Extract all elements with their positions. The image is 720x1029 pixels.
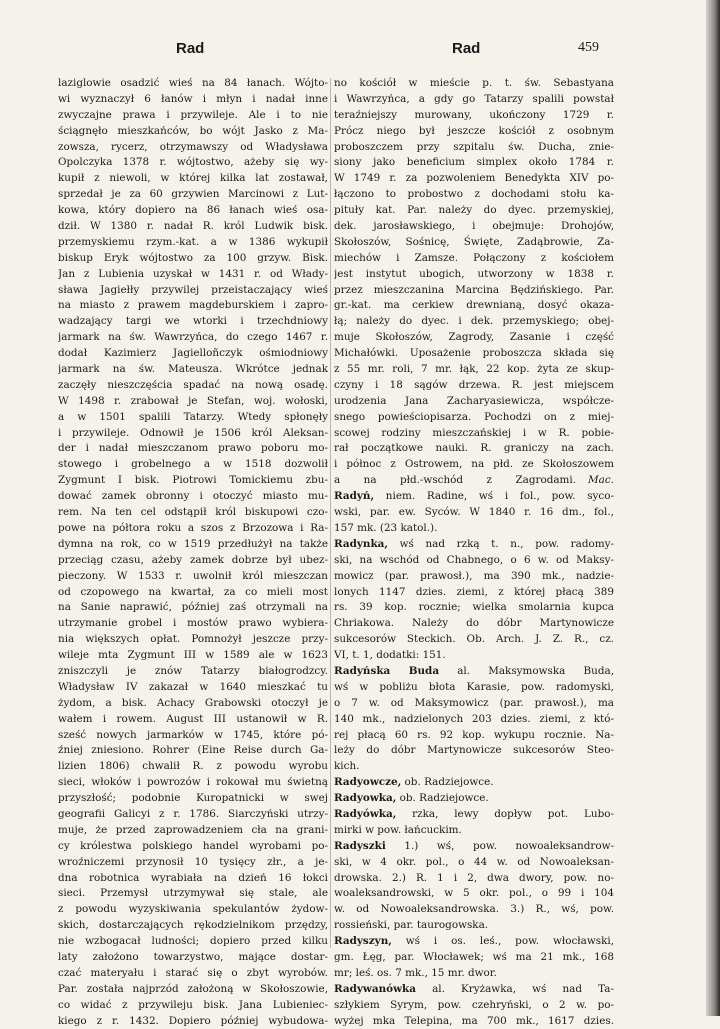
entry-headword: Radyowka, [334, 792, 397, 805]
text-line [334, 600, 614, 616]
line-text: al. Kryżawka, wś nad Ta- [415, 982, 614, 995]
text-line [334, 680, 614, 696]
line-text: kich. [334, 760, 360, 773]
text-line [334, 283, 614, 299]
text-line: zaczęły nieszczęścia spadać na nową osadę. [58, 378, 328, 391]
text-line: przemyskiemu rzym.-kat. a w 1386 wykupił [58, 235, 328, 248]
line-text: miechów i Zamsze. Połączony z kościołem [334, 251, 614, 264]
page-number: 459 [578, 40, 599, 55]
text-line [334, 871, 614, 887]
text-line [334, 616, 614, 632]
line-text: Skołoszów, Sośnicę, Święte, Zadąbrowie, Za- [334, 235, 614, 248]
text-line [334, 632, 614, 648]
line-text: mr; leś. os. 7 mk., 15 mr. dwor. [334, 966, 497, 979]
text-line [334, 346, 614, 362]
line-text: Chriakowa. Należy do dóbr Martynowicze [334, 617, 614, 630]
text-line [334, 521, 614, 537]
text-line: sześć nowych jarmarków w 1745, które pó- [58, 728, 328, 741]
text-line: na Sanie naprawić, później zaś otrzymali na [58, 601, 328, 614]
line-text: gr.-kat. ma cerkiew drewnianą, dosyć okaza- [334, 299, 614, 312]
text-line [334, 712, 614, 728]
text-line: W 1498 r. zrabował je Stefan, woj. wołoski, [58, 394, 328, 407]
text-line: dna robotnica wyrabiała na dzień 16 łokci [58, 871, 328, 884]
line-text: i Wawrzyńca, a gdy go Tatarzy spalili powstał [334, 92, 614, 105]
text-line: czać materyału i starać się o zbyt wyrobów. [58, 966, 328, 979]
entry-line [334, 982, 614, 998]
text-line: rem. Na ten cel odstąpił król biskupowi czo- [58, 506, 328, 519]
line-text: VI, t. 1, dodatki: 151. [334, 649, 446, 662]
text-line [334, 298, 614, 314]
text-line [334, 855, 614, 871]
line-text: wś w pobliżu błota Karasie, pow. radomyski, [334, 680, 614, 693]
text-line: stowego i grobelnego a w 1518 dozwolił [58, 458, 328, 471]
text-line: cy królestwa polskiego handel wyrobami po- [58, 839, 328, 852]
line-text: wski, par. ew. Syców. W 1840 r. 16 dm., fol., [334, 506, 614, 519]
text-line: utrzymanie grobel i mostów prawo wybiera- [58, 617, 328, 630]
header-left-word: Rad [176, 40, 205, 57]
text-line [334, 918, 614, 934]
line-text: gm. Łęg, par. Włocławek; wś ma 21 mk., 168 [334, 950, 614, 963]
line-text: z 55 mr. roli, 7 mr. łąk, 22 kop. żyta ze skup- [334, 363, 614, 376]
line-text: rzka, lewy dopływ pot. Lubo- [396, 807, 614, 820]
text-line [334, 394, 614, 410]
text-line: kupił z niewoli, w której kilka lat zostawał, [58, 172, 328, 185]
line-text: al. Maksymowska Buda, [439, 664, 614, 677]
line-text: sukcesorów Steckich. Ob. Arch. J. Z. R., cz. [334, 633, 614, 646]
text-line [334, 743, 614, 759]
text-line [334, 728, 614, 744]
entry-headword: Radyń, [334, 490, 375, 503]
line-text: Michałówki. Uposażenie proboszcza składa się [334, 347, 614, 360]
text-line [334, 585, 614, 601]
line-text: wyżej mka Telepina, ma 700 mk., 1617 dzies. [334, 1014, 614, 1027]
text-line [334, 314, 614, 330]
line-text: 140 mk., nadzielonych 203 dzies. ziemi, z któ- [334, 712, 614, 725]
text-line: i przywileje. Odnowił je 1506 król Aleksan- [58, 426, 328, 439]
text-line [334, 108, 614, 124]
text-line: powe na półtora roku a szos z Brzozowa i Ra- [58, 521, 328, 534]
text-line [334, 155, 614, 171]
entry-line [334, 839, 614, 855]
text-line: skich, dostarczających rękodzielnikom przędzy, [58, 919, 328, 932]
text-line [334, 362, 614, 378]
line-text: urodzenia Jana Zacharyasiewicza, współcze- [334, 394, 614, 407]
line-text: lonych 1147 dzies. ziemi, z której płacą 389 [334, 585, 614, 598]
text-line: dować zamek obronny i otoczyć miasto mu- [58, 490, 328, 503]
line-text: siony jako beneficium simplex około 1784 r. [334, 156, 614, 169]
line-text: drowska. 2.) R. 1 i 2, dwa dwory, pow. no- [334, 871, 614, 884]
text-line [334, 569, 614, 585]
text-line [334, 441, 614, 457]
text-line [334, 473, 614, 489]
line-text: ski, na wschód od Chabnego, o 6 w. od Maksy- [334, 553, 614, 566]
text-line: biskup Eryk wójtostwo za 100 grzyw. Bisk. [58, 251, 328, 264]
text-line: pieczony. W 1533 r. uwolnił król mieszczan [58, 569, 328, 582]
line-text: wś nad rzką t. n., pow. radomy- [388, 537, 614, 550]
entry-line [334, 489, 614, 505]
line-text: łączono to probostwo z dochodami stołu ka- [334, 188, 614, 201]
line-text: ob. Radziejowce. [401, 776, 494, 789]
book-spine-shadow [706, 0, 720, 1016]
text-line: na miasto z prawem magdeburskiem i zapro- [58, 299, 328, 312]
line-text: szłykiem Syrym, pow. czehryński, o 2 w. po- [334, 998, 614, 1011]
text-line [334, 823, 614, 839]
text-line: zniszczyli je znów Tatarzy białogrodzcy. [58, 664, 328, 677]
text-line [334, 267, 614, 283]
text-line [334, 203, 614, 219]
entry-headword: Radyszki [334, 839, 386, 852]
text-line [334, 251, 614, 267]
line-text: woaleksandrowski, w 5 okr. pol., o 99 i 104 [334, 887, 614, 900]
line-text: w. od Nowoaleksandrowska. 3.) R., wś, pow. [334, 903, 614, 916]
text-line: kowa, który dopiero na 86 łanach wieś osa- [58, 204, 328, 217]
line-text: 157 mk. (23 katol.). [334, 521, 438, 534]
entry-line [334, 807, 614, 823]
running-header [0, 40, 720, 60]
entry-line [334, 664, 614, 680]
text-line [334, 505, 614, 521]
line-text: teraźniejszy murowany, ukończony 1729 r. [334, 108, 614, 121]
text-line: sprzedał je za 60 grzywien Marcinowi z Lut- [58, 188, 328, 201]
text-line: der i nadał mieszczanom prawo poboru mo- [58, 442, 328, 455]
text-line [334, 330, 614, 346]
left-column [58, 76, 328, 1029]
text-line [334, 171, 614, 187]
text-line [334, 966, 614, 982]
text-line: co widać z przywileju bisk. Jana Lubieniec- [58, 998, 328, 1011]
line-text: przez mieszczanina Marcina Będzińskiego. Par. [334, 283, 614, 296]
line-text: mowicz (par. prawosł.), ma 390 mk., nadzie- [334, 569, 614, 582]
line-text: a na płd.-wschód z Zagrodami. [334, 474, 577, 487]
text-line: Władysław IV zakazał w 1640 mieszkać tu [58, 680, 328, 693]
text-line: od czopowego na kwartał, za co mieli most [58, 585, 328, 598]
text-line: sieci. Przemysł utrzymywał się stale, ale [58, 887, 328, 900]
text-line: zowsza, rycerz, otrzymawszy od Władysława [58, 140, 328, 153]
line-text: mirki w pow. łańcuckim. [334, 823, 462, 836]
text-line: Jan z Lubienia uzyskał w 1431 r. od Włady- [58, 267, 328, 280]
text-line: kiego z r. 1432. Dopiero później wybudowa- [58, 1014, 328, 1027]
line-text: pituły kat. Par. należy do dyec. przemyskiej, [334, 204, 614, 217]
entry-headword: Radyszyn, [334, 935, 392, 948]
text-line: źniej zniesiono. Rohrer (Eine Reise durch Ga- [58, 744, 328, 757]
line-text: łą; należy do dyec. i dek. przemyskiego; obej- [334, 315, 614, 328]
text-line [334, 187, 614, 203]
text-line [334, 92, 614, 108]
text-line: wroźniczemi przynosił 10 tysięcy złr., a je- [58, 855, 328, 868]
line-text: dek. jarosławskiego, i obejmuje: Drohojów, [334, 220, 614, 233]
text-line: a w 1501 spalili Tatarzy. Wtedy spłonęły [58, 410, 328, 423]
text-line [334, 457, 614, 473]
line-text: czyny i 18 sągów drzewa. R. jest miejscem [334, 378, 614, 391]
text-line: laziglowie osadzić wieś na 84 łanach. Wójto- [58, 77, 328, 89]
entry-headword: Radywanówka [334, 982, 416, 995]
line-text: W 1749 r. za pozwoleniem Benedykta XIV po- [334, 172, 614, 185]
entry-headword: Radyówka, [334, 807, 397, 820]
header-middle-word: Rad [452, 40, 481, 57]
entry-headword: Radyowcze, [334, 776, 402, 789]
text-line: laty założono towarzystwo, mające dostar- [58, 950, 328, 963]
entry-headword: Radyńska Buda [334, 664, 440, 677]
line-text: o 7 w. od Maksymowicz (par. prawosł.), ma [334, 696, 614, 709]
text-line: z powodu wyzyskiwania spekulantów żydow- [58, 903, 328, 916]
text-line: nia większych opłat. Pomnożył jeszcze przy- [58, 633, 328, 646]
text-line: wałem i rowem. August III ustanowił w R. [58, 712, 328, 725]
entry-line [334, 537, 614, 553]
text-line [334, 759, 614, 775]
line-text: jest instytut ubogich, utworzony w 1838 r. [334, 267, 614, 280]
text-line: Opolczyka 1378 r. wójtostwo, ażeby się wy- [58, 156, 328, 169]
entry-line [334, 934, 614, 950]
line-text: scowej rodziny mieszczańskiej i w R. pobie- [334, 426, 614, 439]
text-line [334, 124, 614, 140]
text-line: dził. W 1380 r. nadał R. król Ludwik bisk. [58, 220, 328, 233]
text-line [334, 950, 614, 966]
text-line: przyszłość; podobnie Kuropatnicki w swej [58, 792, 328, 805]
line-text: ski, w 4 okr. pol., o 44 w. od Nowoaleksan- [334, 855, 614, 868]
text-line [334, 219, 614, 235]
entry-headword: Radynka, [334, 537, 389, 550]
line-text: rej płacą 60 rs. 92 kop. wykupu rocznie. Na- [334, 728, 614, 741]
text-line: Par. została najprzód założoną w Skołoszowie, [58, 982, 328, 995]
line-text: ob. Radziejowce. [396, 792, 489, 805]
text-line: wileje mta Zygmunt III w 1589 ale w 1623 [58, 649, 328, 662]
entry-line [334, 791, 614, 807]
entry-line [334, 775, 614, 791]
text-line [334, 426, 614, 442]
line-text: muje Skołoszów, Zagrody, Zasanie i część [334, 331, 614, 344]
text-line: dymna na rok, co w 1519 przedłużył na także [58, 537, 328, 550]
line-text: wś i os. leś., pow. włocławski, [391, 935, 614, 948]
line-text: proboszczem przy szpitalu św. Ducha, znie- [334, 140, 614, 153]
text-line [334, 696, 614, 712]
line-text: leży do dóbr Martynowicze sukcesorów Steo- [334, 744, 614, 757]
line-text: 1.) wś, pow. nowoaleksandrow- [385, 839, 614, 852]
text-line: Zygmunt I bisk. Piotrowi Tomickiemu zbu- [58, 474, 328, 487]
text-line: geografii Galicyi z r. 1786. Siarczyński utrzy- [58, 807, 328, 820]
text-line: żydom, a bisk. Achacy Grabowski otoczył je [58, 696, 328, 709]
text-line: nie wzbogacał ludności; dopiero przed kilku [58, 935, 328, 948]
text-line: ściągnęło mieszkańców, bo wójt Jasko z Ma- [58, 124, 328, 137]
column-divider [330, 78, 331, 948]
text-line: zwyczajne prawa i przywileje. Ale i to nie [58, 108, 328, 121]
right-column [334, 76, 614, 1029]
text-line: jarmark na św. Mateusza. Wkrótce jednak [58, 363, 328, 376]
text-line [334, 902, 614, 918]
line-text: rossieński, par. taurogowska. [334, 919, 489, 932]
text-line: przeciąg czasu, ażeby zamek dobrze był ubez- [58, 553, 328, 566]
text-line [334, 378, 614, 394]
line-text: i północ z Ostrowem, na płd. ze Skołoszowem [334, 458, 614, 471]
line-text: snego powieściopisarza. Pochodzi on z miej- [334, 410, 614, 423]
text-line: jarmark na św. Wawrzyńca, do czego 1467 r. [58, 331, 328, 344]
line-text: niem. Radine, wś i fol., pow. syco- [374, 490, 614, 503]
text-line: muje, że przed zaprowadzeniem cła na grani- [58, 823, 328, 836]
line-text: Prócz niego był jeszcze kościół z osobnym [334, 124, 614, 137]
text-line: lizien 1806) chwalił R. z powodu wyrobu [58, 760, 328, 773]
line-text: rał początkowe nauki. R. graniczy na zach. [334, 442, 614, 455]
text-line [334, 76, 614, 92]
text-line [334, 140, 614, 156]
text-line [334, 998, 614, 1014]
text-line [334, 886, 614, 902]
text-line: wi wyznaczył 6 łanów i młyn i nadał inne [58, 92, 328, 105]
text-line: sława Jagiełły przywilej przeistaczający wieś [58, 283, 328, 296]
line-text: no kościół w mieście p. t. św. Sebastyana [334, 77, 614, 89]
text-line: sieci, włoków i powrozów i rokował mu świetną [58, 776, 328, 789]
text-line: wadzający targi we wtorki i trzechdniowy [58, 315, 328, 328]
text-line [334, 553, 614, 569]
text-line: dodał Kazimierz Jagielloñczyk ośmiodniowy [58, 347, 328, 360]
text-line [334, 648, 614, 664]
author-signature: Mac. [588, 474, 614, 487]
line-text: rs. 39 kop. rocznie; wielka smolarnia kupca [334, 601, 614, 614]
text-line [334, 410, 614, 426]
text-line [334, 235, 614, 251]
